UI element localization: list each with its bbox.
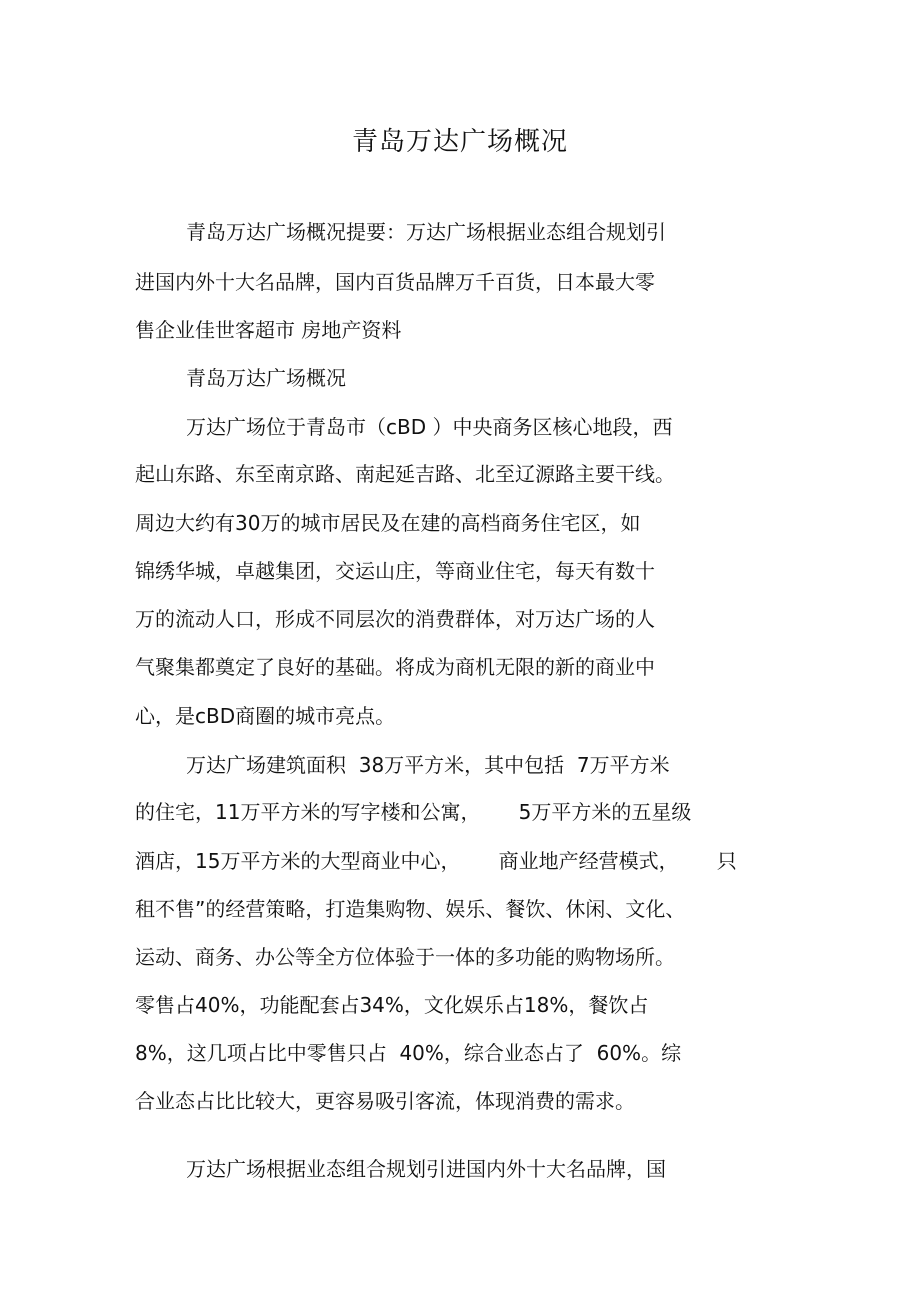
text-line: 万的流动人口，形成不同层次的消费群体，对万达广场的人 bbox=[135, 607, 655, 631]
document-title: 青岛万达广场概况 bbox=[351, 127, 568, 157]
text-line: 气聚集都奠定了良好的基础。将成为商机无限的新的商业中 bbox=[135, 655, 655, 679]
text-line: 万达广场位于青岛市（cBD ）中央商务区核心地段，西 bbox=[186, 415, 673, 439]
text-line: 青岛万达广场概况提要：万达广场根据业态组合规划引 bbox=[186, 220, 666, 244]
text-line: 酒店，15万平方米的大型商业中心， 商业地产经营模式， 只 bbox=[135, 849, 737, 873]
text-line: 售企业佳世客超市 房地产资料 bbox=[135, 318, 402, 342]
text-line: 心，是cBD商圈的城市亮点。 bbox=[135, 704, 396, 728]
text-line: 合业态占比比较大，更容易吸引客流，体现消费的需求。 bbox=[135, 1089, 635, 1113]
text-line: 起山东路、东至南京路、南起延吉路、北至辽源路主要干线。 bbox=[135, 462, 675, 486]
text-line: 租不售”的经营策略，打造集购物、娱乐、餐饮、休闲、文化、 bbox=[135, 897, 686, 921]
text-line: 的住宅，11万平方米的写字楼和公寓， 5万平方米的五星级 bbox=[135, 800, 692, 824]
text-line: 零售占40%，功能配套占34%，文化娱乐占18%，餐饮占 bbox=[135, 993, 649, 1017]
text-line: 万达广场建筑面积 38万平方米，其中包括 7万平方米 bbox=[186, 753, 670, 777]
text-line: 锦绣华城，卓越集团，交运山庄，等商业住宅，每天有数十 bbox=[135, 559, 655, 583]
text-line: 8%，这几项占比中零售只占 40%，综合业态占了 60%。综 bbox=[135, 1041, 682, 1065]
text-line: 运动、商务、办公等全方位体验于一体的多功能的购物场所。 bbox=[135, 945, 675, 969]
text-line: 万达广场根据业态组合规划引进国内外十大名品牌，国 bbox=[186, 1157, 666, 1181]
text-line: 周边大约有30万的城市居民及在建的高档商务住宅区，如 bbox=[135, 511, 641, 535]
text-line: 青岛万达广场概况 bbox=[186, 366, 346, 390]
text-line: 进国内外十大名品牌，国内百货品牌万千百货，日本最大零 bbox=[135, 270, 655, 294]
